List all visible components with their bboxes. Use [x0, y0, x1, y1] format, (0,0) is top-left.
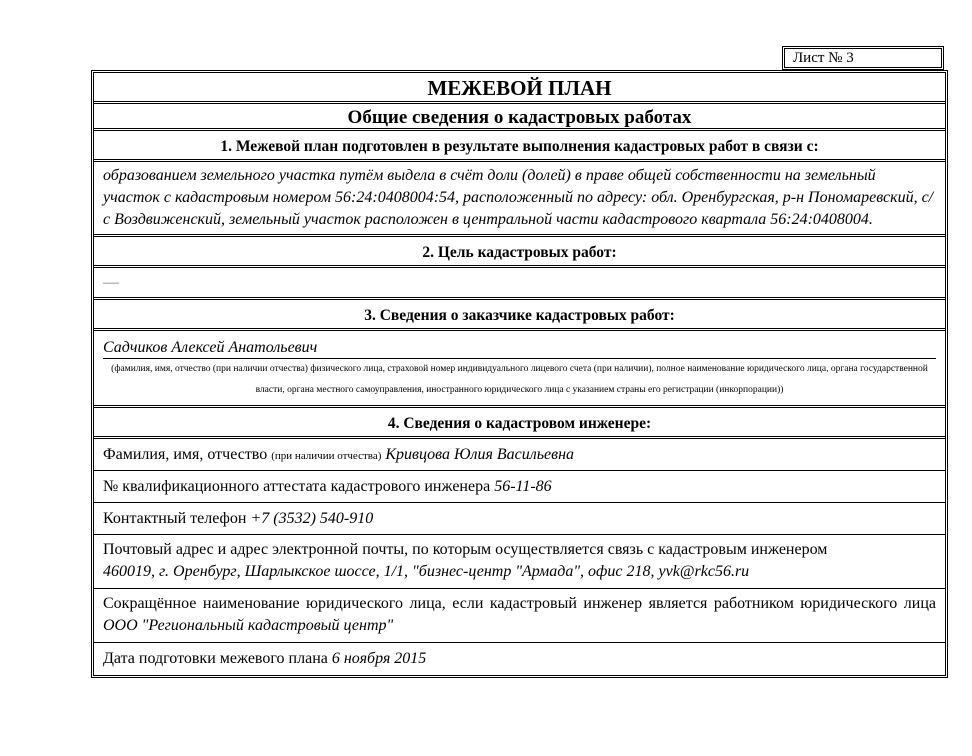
- customer-block: [94, 331, 945, 408]
- document-title: МЕЖЕВОЙ ПЛАН: [94, 73, 945, 104]
- engineer-name-row: [94, 439, 945, 471]
- section-1-heading: 1. Межевой план подготовлен в результате выполнения кадастровых работ в связи с:: [94, 131, 945, 162]
- engineer-name-label: Фамилия, имя, отчество: [103, 446, 268, 463]
- engineer-name-value: Кривцова Юлия Васильевна: [385, 446, 575, 463]
- phone-row: [94, 503, 945, 535]
- certificate-label: № квалификационного аттестата кадастрового инженера: [103, 478, 491, 495]
- date-label: Дата подготовки межевого плана: [103, 650, 328, 667]
- section-2-heading: 2. Цель кадастровых работ:: [94, 237, 945, 268]
- boundary-plan-table: [91, 70, 948, 678]
- document-subtitle: Общие сведения о кадастровых работах: [94, 104, 945, 131]
- phone-value: +7 (3532) 540-910: [250, 510, 374, 527]
- customer-note: (фамилия, имя, отчество (при наличии отчества) физического лица, страховой номер индивидуального лицевого счета (при наличии), полное наименование юридического лица, органа государственной власти, органа местного самоуправления, иностранного юридического лица с указанием страны его регистрации (инкорпорации)): [111, 364, 928, 395]
- address-row: [94, 535, 945, 589]
- sheet-number: Лист № 3: [782, 46, 944, 70]
- phone-label: Контактный телефон: [103, 510, 247, 527]
- address-label: Почтовый адрес и адрес электронной почты, по которым осуществляется связь с кадастровым инженером: [103, 541, 828, 558]
- section-2-value: —: [94, 268, 945, 300]
- address-value: 460019, г. Оренбург, Шарлыкское шоссе, 1/1, "бизнес-центр "Армада", офис 218, yvk@rkc56.ru: [103, 563, 750, 580]
- customer-name: Садчиков Алексей Анатольевич: [103, 338, 936, 359]
- certificate-row: [94, 471, 945, 503]
- organization-label: Сокращённое наименование юридического лица, если кадастровый инженер является работником юридического лица: [103, 595, 936, 612]
- section-3-heading: 3. Сведения о заказчике кадастровых работ:: [94, 300, 945, 331]
- date-value: 6 ноября 2015: [331, 650, 427, 667]
- organization-value: ООО "Региональный кадастровый центр": [103, 617, 394, 634]
- section-4-heading: 4. Сведения о кадастровом инженере:: [94, 408, 945, 439]
- organization-row: [94, 589, 945, 643]
- date-row: [94, 643, 945, 675]
- section-1-text: образованием земельного участка путём выдела в счёт доли (долей) в праве общей собственности на земельный участок с кадастровым номером 56:24:0408004:54, расположенный по адресу: обл. Оренбургская, р-н Пономаревский, с/с Воздвиженский, земельный участок расположен в центральной части кадастрового квартала 56:24:0408004.: [94, 162, 945, 237]
- engineer-name-note: (при наличии отчества): [271, 450, 382, 462]
- certificate-value: 56-11-86: [494, 478, 552, 495]
